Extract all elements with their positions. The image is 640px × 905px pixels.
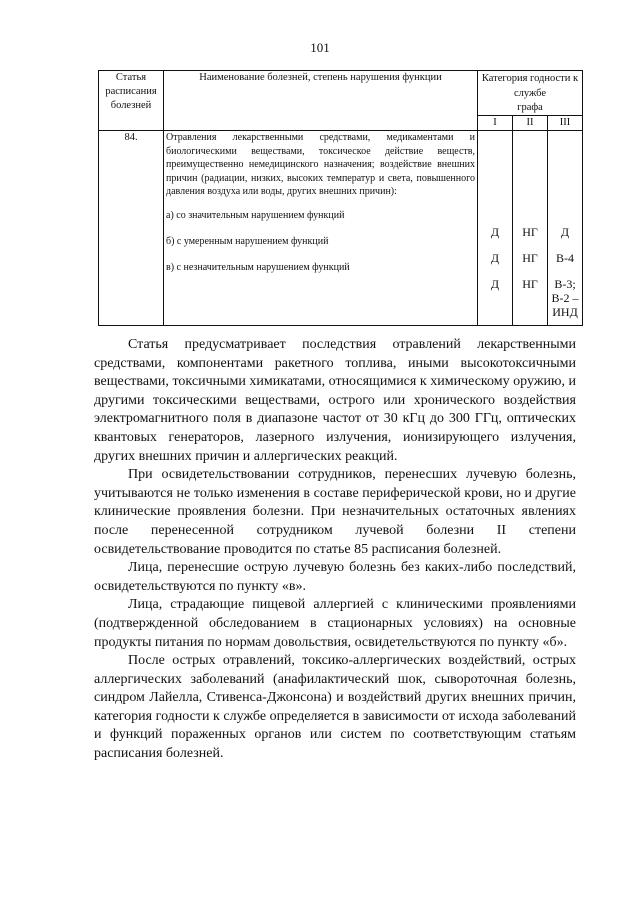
header-column-1: I [478, 116, 513, 131]
category-a-col2: НГ [522, 225, 538, 239]
header-column-2: II [513, 116, 548, 131]
category-column-2 [513, 131, 548, 326]
article-number: 84. [99, 131, 164, 326]
header-article: Статья расписания болезней [99, 71, 164, 131]
disease-description-cell [164, 131, 478, 326]
paragraph-3: Лица, перенесшие острую лучевую болезнь без каких-либо последствий, освидетельствуются по пункту «в». [94, 560, 576, 594]
header-disease-name: Наименование болезней, степень нарушения функции [164, 71, 478, 131]
table-row [99, 131, 583, 326]
category-c-col3: В-3; В-2 – ИНД [551, 277, 579, 319]
category-c-col1: Д [490, 277, 500, 291]
disease-description: Отравления лекарственными средствами, медикаментами и биологическими веществами, токсическое действие веществ, преимущественно немедицинского назначения; воздействие внешних причин (радиации, низких, высоких температур и света, повышенного давления воздуха или воды, других внешних причин): [166, 132, 475, 197]
category-b-col3: В-4 [556, 251, 574, 265]
category-column-3 [548, 131, 583, 326]
disease-schedule-table [98, 70, 583, 326]
sub-item-a: а) со значительным нарушением функций [166, 209, 345, 221]
paragraph-4: Лица, страдающие пищевой аллергией с клиническими проявлениями (подтвержденной обследованием в стационарных условиях) на основные продукты питания по нормам довольствия, освидетельствуются по пункту «б». [94, 597, 576, 650]
category-column-1 [478, 131, 513, 326]
table-header-row [99, 71, 583, 102]
header-column-3: III [548, 116, 583, 131]
explanatory-text [94, 336, 576, 764]
category-b-col1: Д [490, 251, 500, 265]
header-grafa: графа [478, 101, 583, 116]
category-a-col1: Д [490, 225, 500, 239]
page-number: 101 [310, 40, 330, 55]
paragraph-1: Статья предусматривает последствия отравлений лекарственными средствами, компонентами ракетного топлива, иными высокотоксичными веществами, токсичными химикатами, относящимися к химическому оружию, и другими токсическими веществами, острого или хронического воздействия электромагнитного поля в диапазоне частот от 30 кГц до 300 ГГц, оптических квантовых генераторов, лазерного излучения, ионизирующего излучения, других внешних причин и аллергических реакций. [94, 337, 576, 464]
category-b-col2: НГ [522, 251, 538, 265]
header-category: Категория годности к службе [478, 71, 583, 102]
category-c-col2: НГ [522, 277, 538, 291]
paragraph-5: После острых отравлений, токсико-аллергических воздействий, острых аллергических заболеваний (анафилактический шок, сывороточная болезнь, синдром Лайелла, Стивенса-Джонсона) и воздействий других внешних причин, категория годности к службе определяется в зависимости от исхода заболеваний и функций пораженных органов или систем по соответствующим статьям расписания болезней. [94, 653, 576, 762]
sub-item-b: б) с умеренным нарушением функций [166, 235, 329, 247]
category-a-col3: Д [560, 225, 570, 239]
paragraph-2: При освидетельствовании сотрудников, перенесших лучевую болезнь, учитываются не только изменения в составе периферической крови, но и другие клинические проявления болезни. При незначительных остаточных явлениях после перенесенной сотрудником лучевой болезни II степени освидетельствование проводится по статье 85 расписания болезней. [94, 467, 576, 557]
sub-item-c: в) с незначительным нарушением функций [166, 261, 350, 273]
